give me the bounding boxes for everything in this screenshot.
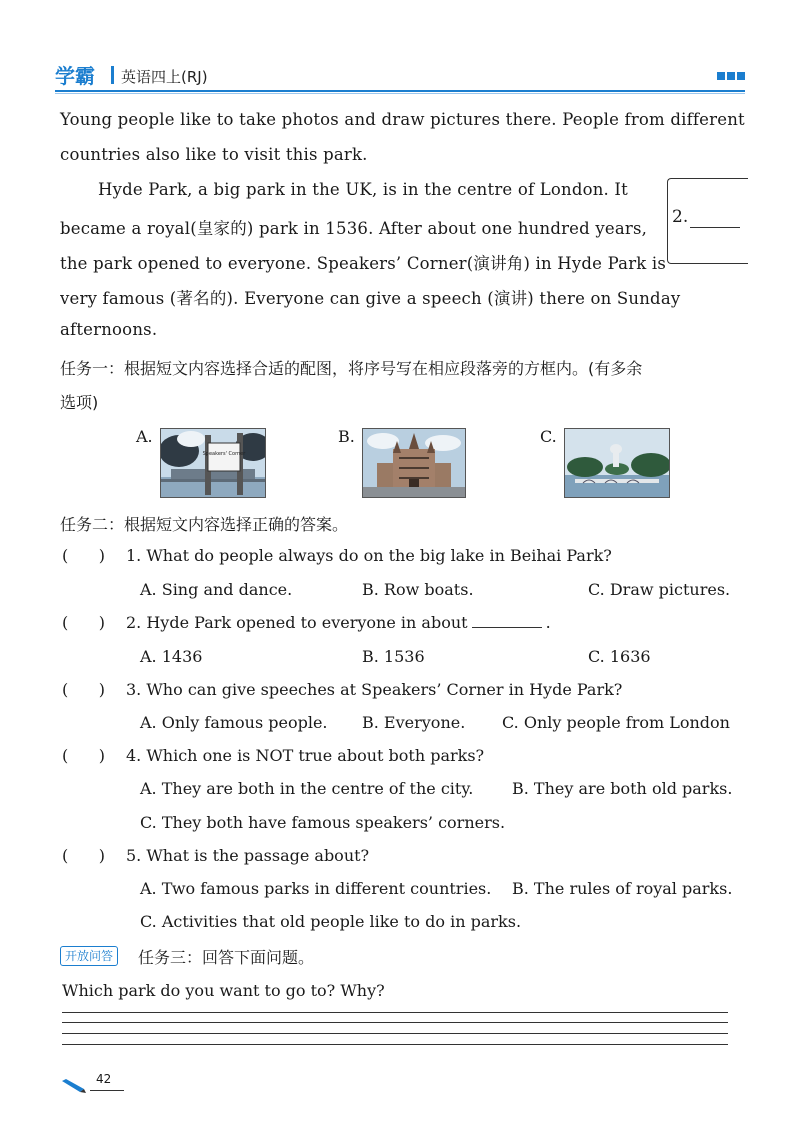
answer-parentheses[interactable]: ( ) [62,546,105,565]
option-c-picture[interactable] [564,428,670,498]
task1-title-cont: 选项) [60,393,99,412]
task2-title: 任务二：根据短文内容选择正确的答案。 [60,515,349,534]
speakers-corner-illustration [161,429,265,497]
choice-b: B. Row boats. [362,580,474,599]
answer-box-number: 2. [672,207,689,227]
passage-line: very famous (著名的). Everyone can give a speech (演讲) there on Sunday [60,289,681,308]
choice-c: C. They both have famous speakers’ corners. [140,813,506,832]
answer-parentheses[interactable]: ( ) [62,846,105,865]
header-rule-thin [55,93,745,94]
header-dots-icon [717,72,745,80]
answer-parentheses[interactable]: ( ) [62,613,105,632]
answer-parentheses[interactable]: ( ) [62,746,105,765]
choice-a: A. Two famous parks in different countries. [140,879,492,898]
choice-c: C. 1636 [588,647,651,666]
writing-line[interactable] [62,1033,728,1034]
option-c-label: C. [540,427,557,446]
option-b-picture[interactable] [362,428,466,498]
question-text: 1. What do people always do on the big lake in Beihai Park? [126,546,612,565]
question-end: . [545,613,551,632]
passage-line: became a royal(皇家的) park in 1536. After about one hundred years, [60,219,648,238]
passage-line: countries also like to visit this park. [60,145,368,164]
choice-b: B. The rules of royal parks. [512,879,733,898]
passage-line: Young people like to take photos and draw pictures there. People from different [60,110,745,129]
page-number: 42 [96,1072,112,1086]
answer-parentheses[interactable]: ( ) [62,680,105,699]
question-text: 2. Hyde Park opened to everyone in about [126,613,468,632]
pen-icon [62,1078,86,1097]
task3-title: 任务三：回答下面问题。 [138,948,315,967]
writing-line[interactable] [62,1022,728,1023]
question-text: 3. Who can give speeches at Speakers’ Corner in Hyde Park? [126,680,623,699]
choice-c: C. Draw pictures. [588,580,731,599]
lake-park-illustration [565,429,669,497]
header-rule [55,90,745,92]
brand-logo: 学霸 [55,64,95,88]
writing-line[interactable] [62,1044,728,1045]
choice-c: C. Activities that old people like to do in parks. [140,912,522,931]
answer-box[interactable] [667,178,748,264]
choice-a: A. They are both in the centre of the city. [140,779,474,798]
question-row [126,613,551,632]
speakers-corner-sign-text: Speakers' Corner [202,451,246,457]
choice-b: B. Everyone. [362,713,466,732]
answer-box-blank[interactable] [690,227,740,228]
task1-title: 任务一：根据短文内容选择合适的配图，将序号写在相应段落旁的方框内。(有多余 [60,359,643,378]
header-divider [111,66,114,84]
choice-a: A. Sing and dance. [140,580,293,599]
passage-line: afternoons. [60,320,158,339]
task3-question: Which park do you want to go to? Why? [62,981,385,1000]
passage-line: the park opened to everyone. Speakers’ Corner(演讲角) in Hyde Park is [60,254,667,273]
fill-blank[interactable] [472,627,542,628]
palace-illustration [363,429,465,497]
option-a-picture[interactable] [160,428,266,498]
choice-b: B. 1536 [362,647,425,666]
choice-b: B. They are both old parks. [512,779,733,798]
option-a-label: A. [136,427,153,446]
footer-rule [90,1090,124,1091]
question-text: 5. What is the passage about? [126,846,370,865]
open-question-tag: 开放问答 [60,946,118,966]
question-text: 4. Which one is NOT true about both parks? [126,746,485,765]
choice-c: C. Only people from London [502,713,730,732]
choice-a: A. 1436 [140,647,203,666]
book-title: 英语四上(RJ) [121,68,208,86]
writing-line[interactable] [62,1012,728,1013]
option-b-label: B. [338,427,355,446]
passage-line: Hyde Park, a big park in the UK, is in the centre of London. It [98,180,628,199]
choice-a: A. Only famous people. [140,713,328,732]
page-header [55,60,745,90]
